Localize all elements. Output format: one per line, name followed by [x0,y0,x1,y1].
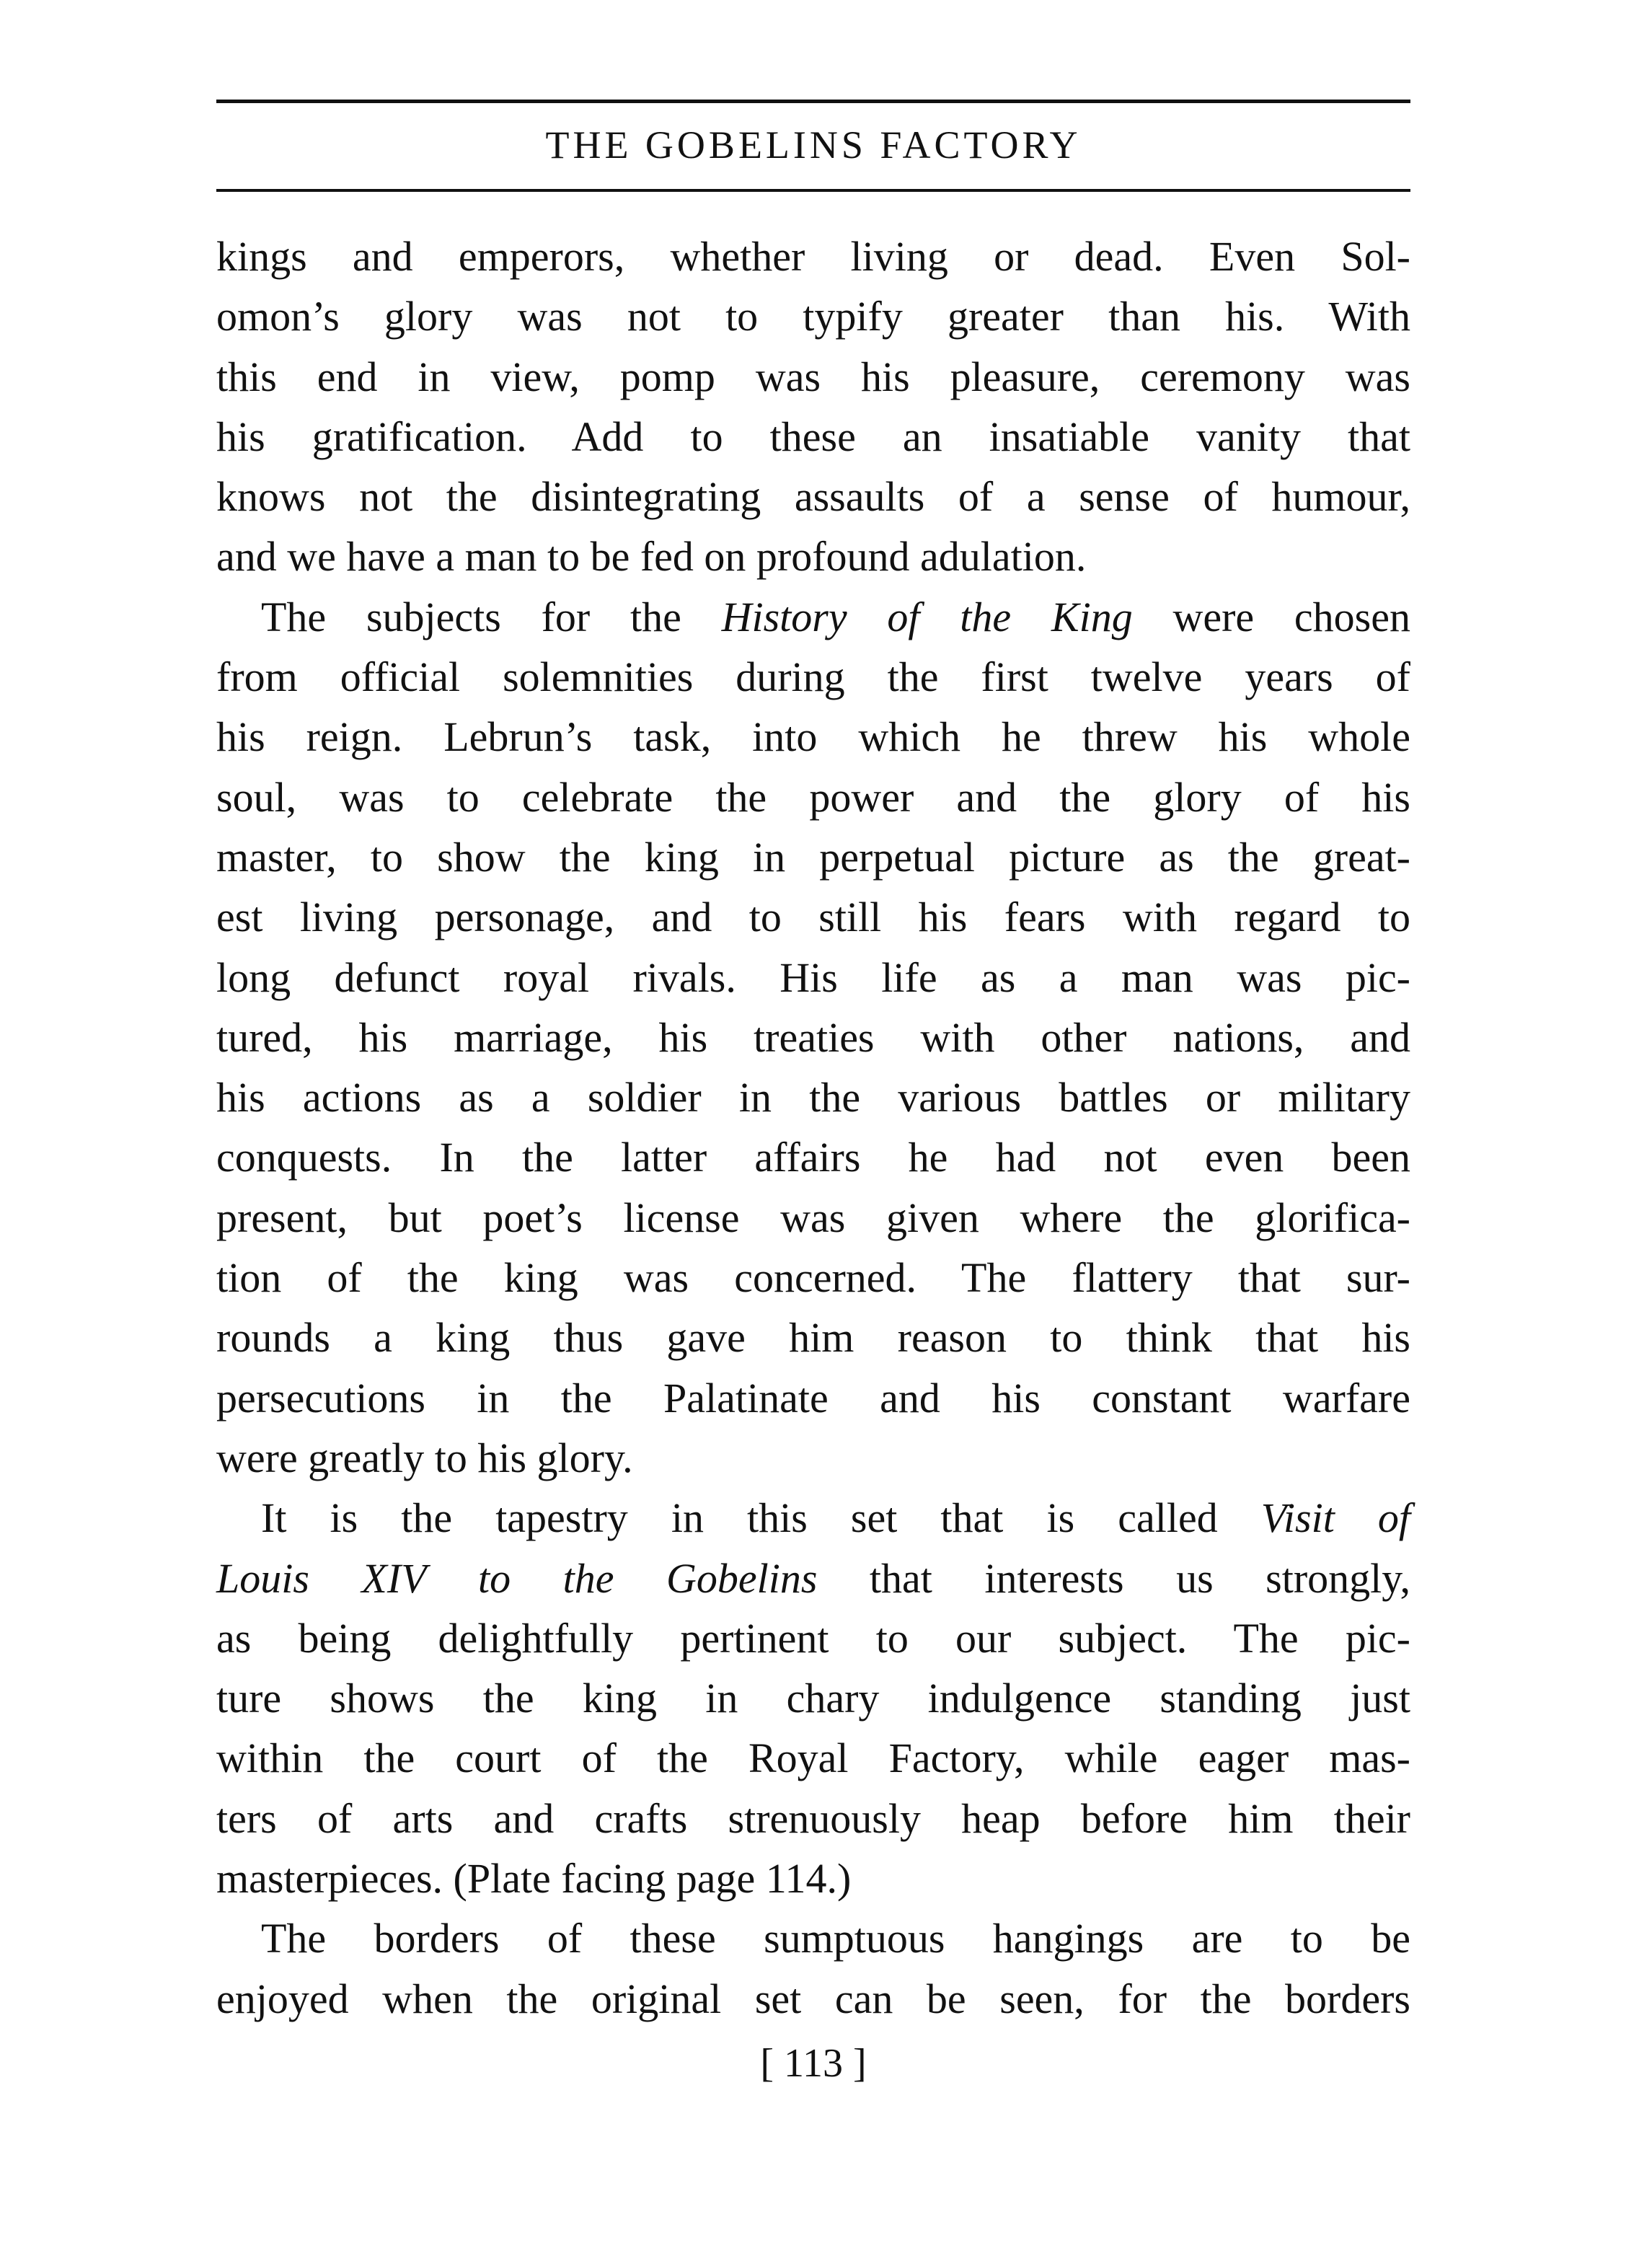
text-line [216,226,1410,286]
text-line [216,1308,1410,1367]
text-segment: enjoyed when the original set can be seen, for the borders [216,1975,1410,2022]
running-head: THE GOBELINS FACTORY [545,123,1082,167]
text-line [216,1908,1410,1968]
text-segment: that interests us strongly, [817,1554,1410,1602]
text-line [216,827,1410,887]
body-text [216,226,1410,2029]
header-rule-top [216,100,1410,103]
text-segment: soul, was to celebrate the power and the glory of his [216,773,1410,821]
text-line [216,1548,1410,1608]
text-line [216,1248,1410,1308]
text-segment: The borders of these sumptuous hangings are to be [261,1915,1410,1962]
text-line [216,1969,1410,2029]
text-line [216,467,1410,526]
text-line [216,1728,1410,1788]
text-segment: conquests. In the latter affairs he had not even been [216,1134,1410,1181]
text-segment: and we have a man to be fed on profound adulation. [216,533,1087,581]
page-number: [ 113 ] [760,2041,867,2086]
text-segment: as being delightfully pertinent to our subject. The pic- [216,1614,1410,1662]
text-segment: persecutions in the Palatinate and his constant warfare [216,1374,1410,1422]
text-line [216,347,1410,407]
text-segment: knows not the disintegrating assaults of a sense of humour, [216,473,1410,521]
header-rule-bottom [216,189,1410,192]
text-line [216,587,1410,647]
text-segment: masterpieces. (Plate facing page 114.) [216,1855,852,1903]
text-line [216,1008,1410,1067]
text-line [216,526,1410,586]
text-line [216,1848,1410,1908]
text-segment: It is the tapestry in this set that is called [261,1494,1261,1542]
text-line [216,1067,1410,1127]
text-segment: tured, his marriage, his treaties with other nations, and [216,1013,1410,1061]
text-line [216,1368,1410,1428]
text-segment: within the court of the Royal Factory, while eager mas- [216,1735,1410,1782]
text-segment: his reign. Lebrun’s task, into which he threw his whole [216,713,1410,761]
text-line [216,286,1410,346]
text-line [216,1668,1410,1728]
text-segment: rounds a king thus gave him reason to think that his [216,1314,1410,1362]
italic-title-text: Visit of [1260,1494,1411,1542]
text-segment: The subjects for the [261,593,722,640]
text-segment: est living personage, and to still his fears with regard to [216,894,1410,941]
text-segment: present, but poet’s license was given where the glorifica- [216,1194,1410,1241]
text-segment: omon’s glory was not to typify greater than his. With [216,293,1410,340]
text-segment: his gratification. Add to these an insatiable vanity that [216,413,1410,460]
text-line [216,1488,1410,1548]
text-line [216,1127,1410,1187]
text-line [216,407,1410,467]
text-line [216,767,1410,827]
text-segment: master, to show the king in perpetual picture as the great- [216,833,1410,881]
italic-title-text: History of the King [721,593,1133,640]
text-segment: were chosen [1132,593,1410,640]
text-segment: from official solemnities during the first twelve years of [216,653,1410,701]
text-line [216,1789,1410,1848]
text-line [216,1428,1410,1488]
text-segment: kings and emperors, whether living or dead. Even Sol- [216,233,1410,280]
text-segment: this end in view, pomp was his pleasure, ceremony was [216,353,1410,400]
text-segment: ture shows the king in chary indulgence standing just [216,1675,1410,1722]
text-segment: were greatly to his glory. [216,1434,633,1481]
text-line [216,1188,1410,1248]
text-segment: long defunct royal rivals. His life as a man was pic- [216,953,1410,1001]
text-line [216,1608,1410,1668]
italic-title-text: Louis XIV to the Gobelins [216,1554,818,1602]
text-line [216,707,1410,767]
text-line [216,887,1410,947]
text-segment: tion of the king was concerned. The flattery that sur- [216,1254,1410,1302]
text-segment: his actions as a soldier in the various battles or military [216,1074,1410,1121]
text-line [216,948,1410,1008]
text-segment: ters of arts and crafts strenuously heap before him their [216,1794,1410,1842]
text-line [216,647,1410,707]
